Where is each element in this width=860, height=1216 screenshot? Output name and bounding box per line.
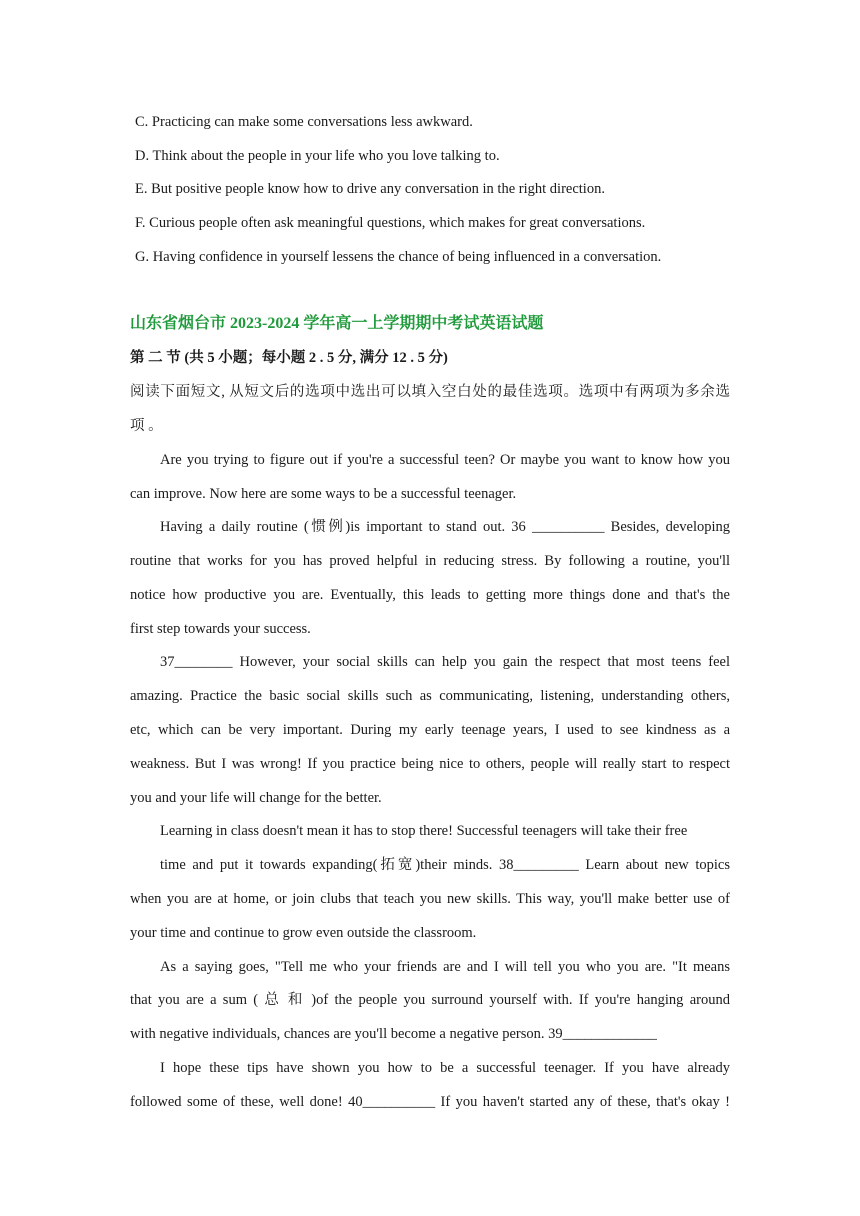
passage-line: time and put it towards expanding(拓宽)their minds. 38_________ Learn about new topics	[160, 857, 730, 873]
passage-line: As a saying goes, "Tell me who your friends are and I will tell you who you are. "It means	[160, 959, 730, 975]
passage-line: can improve. Now here are some ways to be a successful teenager.	[130, 486, 517, 502]
passage-line: you and your life will change for the better.	[130, 790, 382, 806]
exam-title: 山东省烟台市 2023-2024 学年高一上学期期中考试英语试题	[130, 315, 544, 332]
passage-line: Learning in class doesn't mean it has to stop there! Successful teenagers will take their free	[160, 823, 688, 839]
passage-line: I hope these tips have shown you how to be a successful teenager. If you have already	[160, 1060, 730, 1076]
passage-line: followed some of these, well done! 40__________ If you haven't started any of these, that's okay !	[130, 1094, 730, 1110]
option-d: D. Think about the people in your life who you love talking to.	[135, 148, 500, 164]
option-c: C. Practicing can make some conversations less awkward.	[135, 114, 473, 130]
passage-line: first step towards your success.	[130, 621, 311, 637]
passage-line: Having a daily routine (惯例)is important to stand out. 36 __________ Besides, developing	[160, 519, 730, 535]
passage-line: etc, which can be very important. During my early teenage years, I used to see kindness as a	[130, 722, 730, 738]
option-e: E. But positive people know how to drive any conversation in the right direction.	[135, 181, 605, 197]
instruction-line: 项 。	[130, 418, 163, 434]
passage-line: notice how productive you are. Eventually, this leads to getting more things done and that's the	[130, 587, 730, 603]
passage-line: weakness. But I was wrong! If you practice being nice to others, people will really start to respect	[130, 756, 730, 772]
option-g: G. Having confidence in yourself lessens the chance of being influenced in a conversation.	[135, 249, 662, 265]
passage-line: amazing. Practice the basic social skills such as communicating, listening, understanding others,	[130, 688, 730, 704]
instruction-line: 阅读下面短文, 从短文后的选项中选出可以填入空白处的最佳选项。选项中有两项为多余选	[130, 384, 730, 400]
option-f: F. Curious people often ask meaningful questions, which makes for great conversations.	[135, 215, 646, 231]
passage-line: your time and continue to grow even outside the classroom.	[130, 925, 477, 941]
passage-line: that you are a sum ( 总 和 )of the people you surround yourself with. If you're hanging around	[130, 992, 730, 1008]
passage-line: Are you trying to figure out if you're a successful teen? Or maybe you want to know how you	[160, 452, 730, 468]
passage-line: with negative individuals, chances are you'll become a negative person. 39_____________	[130, 1026, 657, 1042]
passage-line: 37________ However, your social skills can help you gain the respect that most teens feel	[160, 654, 730, 670]
section-heading: 第 二 节 (共 5 小题；每小题 2 . 5 分, 满分 12 . 5 分)	[130, 350, 448, 366]
passage-line: routine that works for you has proved helpful in reducing stress. By following a routine, you'll	[130, 553, 730, 569]
passage-line: when you are at home, or join clubs that teach you new skills. This way, you'll make better use of	[130, 891, 730, 907]
